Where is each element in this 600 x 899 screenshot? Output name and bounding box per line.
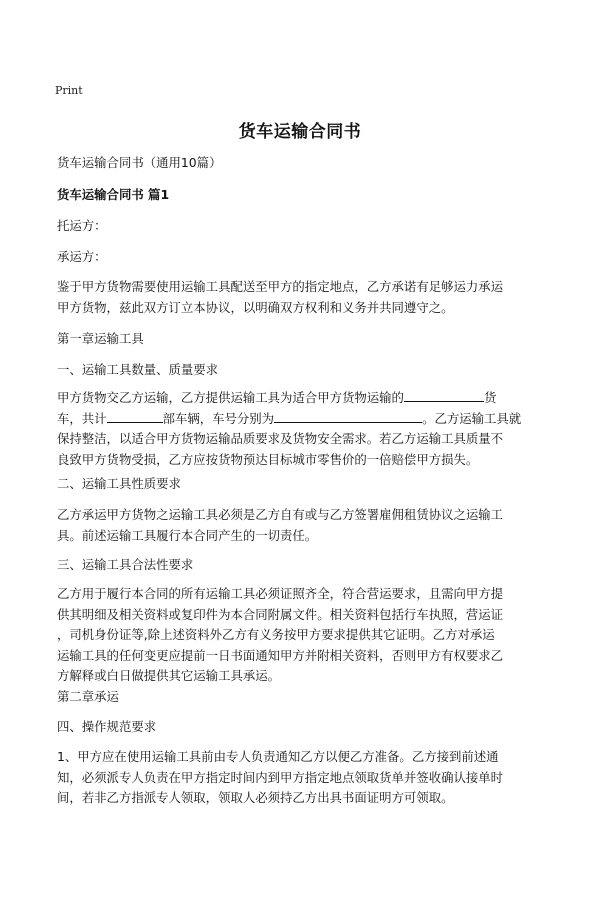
item1-text: 部车辆，车号分别为 <box>162 410 275 426</box>
chapter-heading: 第二章承运 <box>57 689 119 704</box>
item3-line: 乙方用于履行本合同的所有运输工具必须证照齐全，符合营运要求，且需向甲方提 <box>57 586 504 601</box>
item4-line: 知，必须派专人负责在甲方指定时间内到甲方指定地点领取货单并签收确认接单时 <box>57 769 504 785</box>
item4-paragraph <box>57 747 547 809</box>
section-heading: 货车运输合同书 篇1 <box>57 187 170 202</box>
item2-paragraph <box>57 505 547 546</box>
item-heading: 四、操作规范要求 <box>57 719 157 734</box>
intro-line: 鉴于甲方货物需要使用运输工具配送至甲方的指定地点，乙方承诺有足够运力承运 <box>57 279 504 294</box>
item2-line: 具。前述运输工具履行本合同产生的一切责任。 <box>57 527 318 543</box>
item4-line: 1、甲方应在使用运输工具前由专人负责通知乙方以便乙方准备。乙方接到前述通 <box>57 749 499 764</box>
fill-in-blank <box>274 410 422 423</box>
item1-text: 。乙方运输工具就 <box>422 410 522 426</box>
item3-line: 运输工具的任何变更应提前一日书面通知甲方并附相关资料，否则甲方有权要求乙 <box>57 647 504 663</box>
item4-line: 间，若非乙方指派专人领取，领取人必须持乙方出具书面证明方可领取。 <box>57 790 454 805</box>
item-heading: 一、运输工具数量、质量要求 <box>57 362 219 377</box>
item3-line: 方解释或白日做提供其它运输工具承运。 <box>57 668 281 683</box>
item1-text: 甲方货物交乙方运输，乙方提供运输工具为适合甲方货物运输的 <box>57 390 404 405</box>
item1-line <box>57 388 547 409</box>
document-title: 货车运输合同书 <box>238 122 362 142</box>
item1-line <box>57 409 547 430</box>
carrier-label: 承运方： <box>57 249 107 264</box>
item-heading: 三、运输工具合法性要求 <box>57 557 194 572</box>
consignor-label: 托运方： <box>57 218 107 233</box>
item2-line: 乙方承运甲方货物之运输工具必须是乙方自有或与乙方签署雇佣租赁协议之运输工 <box>57 507 504 522</box>
print-label: Print <box>55 84 83 97</box>
item3-line: ，司机身份证等,除上述资料外乙方有义务按甲方要求提供其它证明。乙方对承运 <box>57 627 495 642</box>
fill-in-blank <box>107 410 163 423</box>
fill-in-blank <box>404 389 484 402</box>
intro-line: 甲方货物，兹此双方订立本协议，以明确双方权利和义务并共同遵守之。 <box>57 299 454 315</box>
item1-text: 车，共计 <box>57 410 107 426</box>
chapter-heading: 第一章运输工具 <box>57 331 144 346</box>
item1-text: 货 <box>483 390 497 405</box>
item1-line: 保持整洁，以适合甲方货物运输品质要求及货物安全需求。若乙方运输工具质量不 <box>57 431 504 446</box>
item3-line: 供其明细及相关资料或复印件为本合同附属文件。相关资料包括行车执照，营运证 <box>57 606 504 622</box>
item1-paragraph <box>57 388 547 470</box>
item3-paragraph <box>57 584 547 687</box>
item1-line: 良致甲方货物受损，乙方应按货物预达目标城市零售价的一倍赔偿甲方损失。 <box>57 451 479 467</box>
document-subtitle: 货车运输合同书（通用10篇） <box>57 155 222 170</box>
item-heading: 二、运输工具性质要求 <box>57 476 181 491</box>
intro-paragraph <box>57 277 547 318</box>
